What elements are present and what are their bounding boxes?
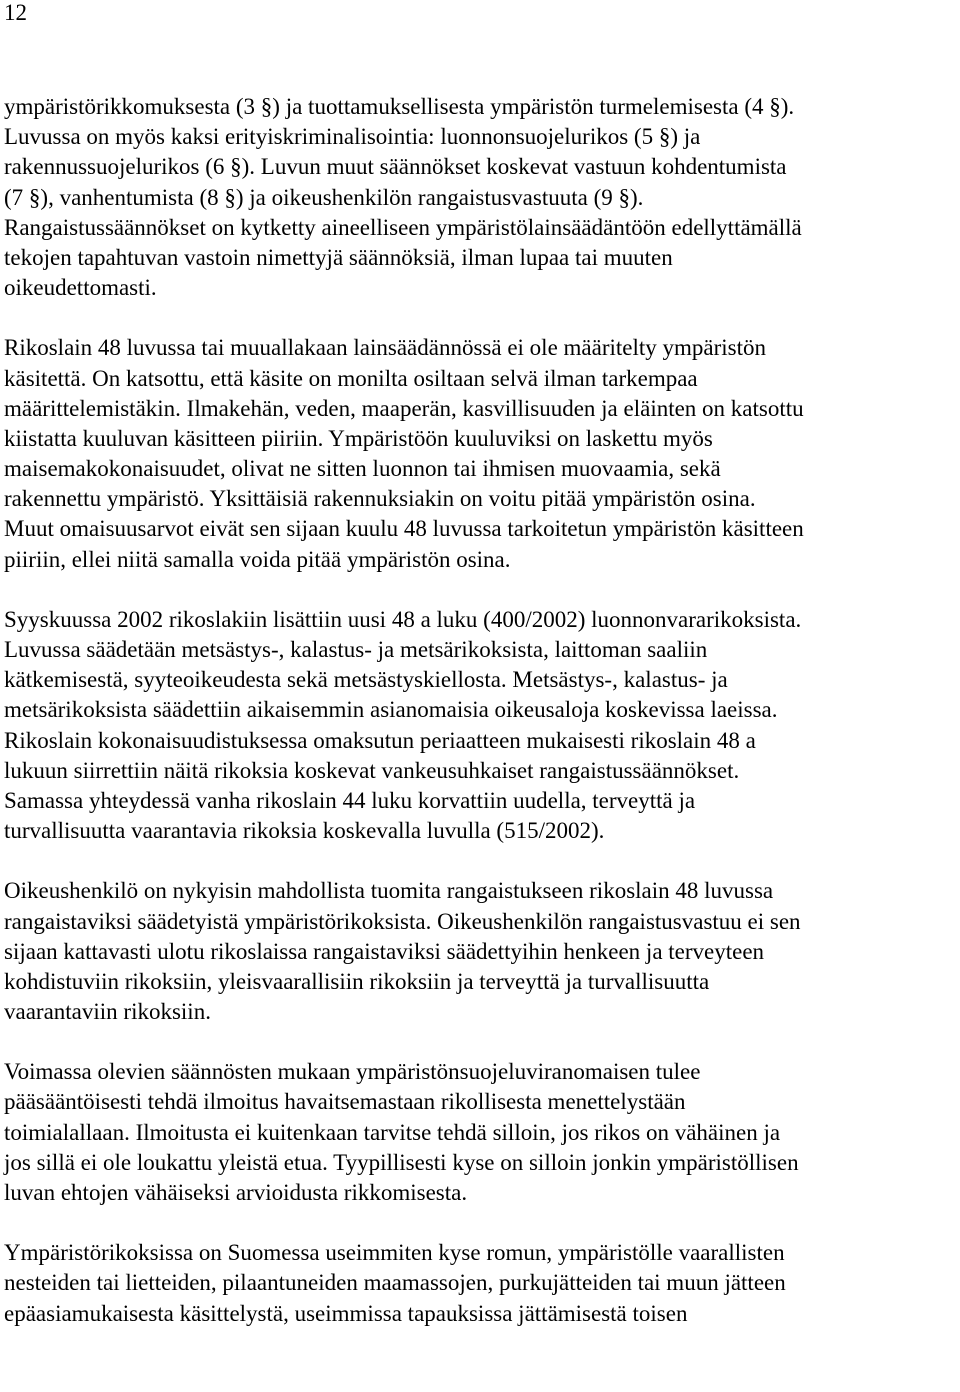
text-line: Samassa yhteydessä vanha rikoslain 44 luku korvattiin uudella, terveyttä ja <box>4 787 696 813</box>
text-line: maisemakokonaisuudet, olivat ne sitten luonnon tai ihmisen muovaamia, sekä <box>4 456 721 482</box>
text-line: sijaan kattavasti ulotu rikoslaissa rangaistaviksi säädettyihin henkeen ja terveyteen <box>4 938 765 964</box>
page-number: 12 <box>4 0 27 25</box>
text-line: rakennussuojelurikos (6 §). Luvun muut säännökset koskevat vastuun kohdentumista <box>4 154 787 180</box>
text-line: jos sillä ei ole loukattu yleistä etua. Tyypillisesti kyse on silloin jonkin ympäristöllisen <box>4 1149 799 1175</box>
text-line: Ympäristörikoksissa on Suomessa useimmiten kyse romun, ympäristölle vaarallisten <box>4 1240 785 1266</box>
text-line: Luvussa on myös kaksi erityiskriminalisointia: luonnonsuojelurikos (5 §) ja <box>4 124 701 150</box>
text-line: tekojen tapahtuvan vastoin nimettyjä säännöksiä, ilman lupaa tai muuten <box>4 244 673 270</box>
text-line: kohdistuviin rikoksiin, yleisvaarallisiin rikoksiin ja terveyttä ja turvallisuutta <box>4 968 710 994</box>
text-line: epäasiamukaisesta käsittelystä, useimmissa tapauksissa jättämisestä toisen <box>4 1300 688 1326</box>
text-line: ympäristörikkomuksesta (3 §) ja tuottamuksellisesta ympäristön turmelemisesta (4 §). <box>4 94 795 119</box>
paragraph-1 <box>4 92 956 303</box>
text-line: turvallisuutta vaarantavia rikoksia koskevalla luvulla (515/2002). <box>4 818 605 844</box>
body-text <box>4 92 956 1359</box>
text-line: kätkemisestä, syyteoikeudesta sekä metsästyskiellosta. Metsästys-, kalastus- ja <box>4 667 728 693</box>
text-line: rangaistaviksi säädetyistä ympäristörikoksista. Oikeushenkilön rangaistusvastuu ei sen <box>4 908 801 934</box>
text-line: oikeudettomasti. <box>4 275 157 301</box>
paragraph-3 <box>4 605 956 847</box>
text-line: vaarantaviin rikoksiin. <box>4 999 211 1025</box>
paragraph-6 <box>4 1238 956 1329</box>
paragraph-5 <box>4 1057 956 1208</box>
text-line: Muut omaisuusarvot eivät sen sijaan kuulu 48 luvussa tarkoitetun ympäristön käsitteen <box>4 516 804 542</box>
text-line: määrittelemistäkin. Ilmakehän, veden, maaperän, kasvillisuuden ja eläinten on katsottu <box>4 395 804 421</box>
text-line: kiistatta kuuluvan käsitteen piiriin. Ympäristöön kuuluviksi on laskettu myös <box>4 425 713 451</box>
text-line: Rangaistussäännökset on kytketty aineelliseen ympäristölainsäädäntöön edellyttämällä <box>4 214 802 240</box>
text-line: Luvussa säädetään metsästys-, kalastus- ja metsärikoksista, laittoman saaliin <box>4 637 708 662</box>
text-line: piiriin, ellei niitä samalla voida pitää ympäristön osina. <box>4 546 511 572</box>
text-line: käsitettä. On katsottu, että käsite on monilta osiltaan selvä ilman tarkempaa <box>4 365 698 391</box>
text-line: Oikeushenkilö on nykyisin mahdollista tuomita rangaistukseen rikoslain 48 luvussa <box>4 878 774 904</box>
text-line: pääsääntöisesti tehdä ilmoitus havaitsemastaan rikollisesta menettelystään <box>4 1089 686 1115</box>
text-line: Voimassa olevien säännösten mukaan ympäristönsuojeluviranomaisen tulee <box>4 1059 701 1085</box>
text-line: toimialallaan. Ilmoitusta ei kuitenkaan tarvitse tehdä silloin, jos rikos on vähäinen ja <box>4 1119 781 1145</box>
text-line: Syyskuussa 2002 rikoslakiin lisättiin uusi 48 a luku (400/2002) luonnonvararikoksista. <box>4 606 802 632</box>
paragraph-4 <box>4 876 956 1027</box>
paragraph-2 <box>4 333 956 575</box>
text-line: Rikoslain 48 luvussa tai muuallakaan lainsäädännössä ei ole määritelty ympäristön <box>4 335 767 361</box>
text-line: rakennettu ympäristö. Yksittäisiä rakennuksiakin on voitu pitää ympäristön osina. <box>4 486 756 512</box>
text-line: Rikoslain kokonaisuudistuksessa omaksutun periaatteen mukaisesti rikoslain 48 a <box>4 727 756 753</box>
text-line: lukuun siirrettiin näitä rikoksia koskevat vankeusuhkaiset rangaistussäännökset. <box>4 757 740 783</box>
text-line: (7 §), vanhentumista (8 §) ja oikeushenkilön rangaistusvastuuta (9 §). <box>4 184 644 210</box>
text-line: metsärikoksista säädettiin aikaisemmin asianomaisia oikeusaloja koskevissa laeissa. <box>4 697 778 723</box>
text-line: luvan ehtojen vähäiseksi arvioidusta rikkomisesta. <box>4 1180 468 1205</box>
text-line: nesteiden tai lietteiden, pilaantuneiden maamassojen, purkujätteiden tai muun jätteen <box>4 1270 786 1296</box>
